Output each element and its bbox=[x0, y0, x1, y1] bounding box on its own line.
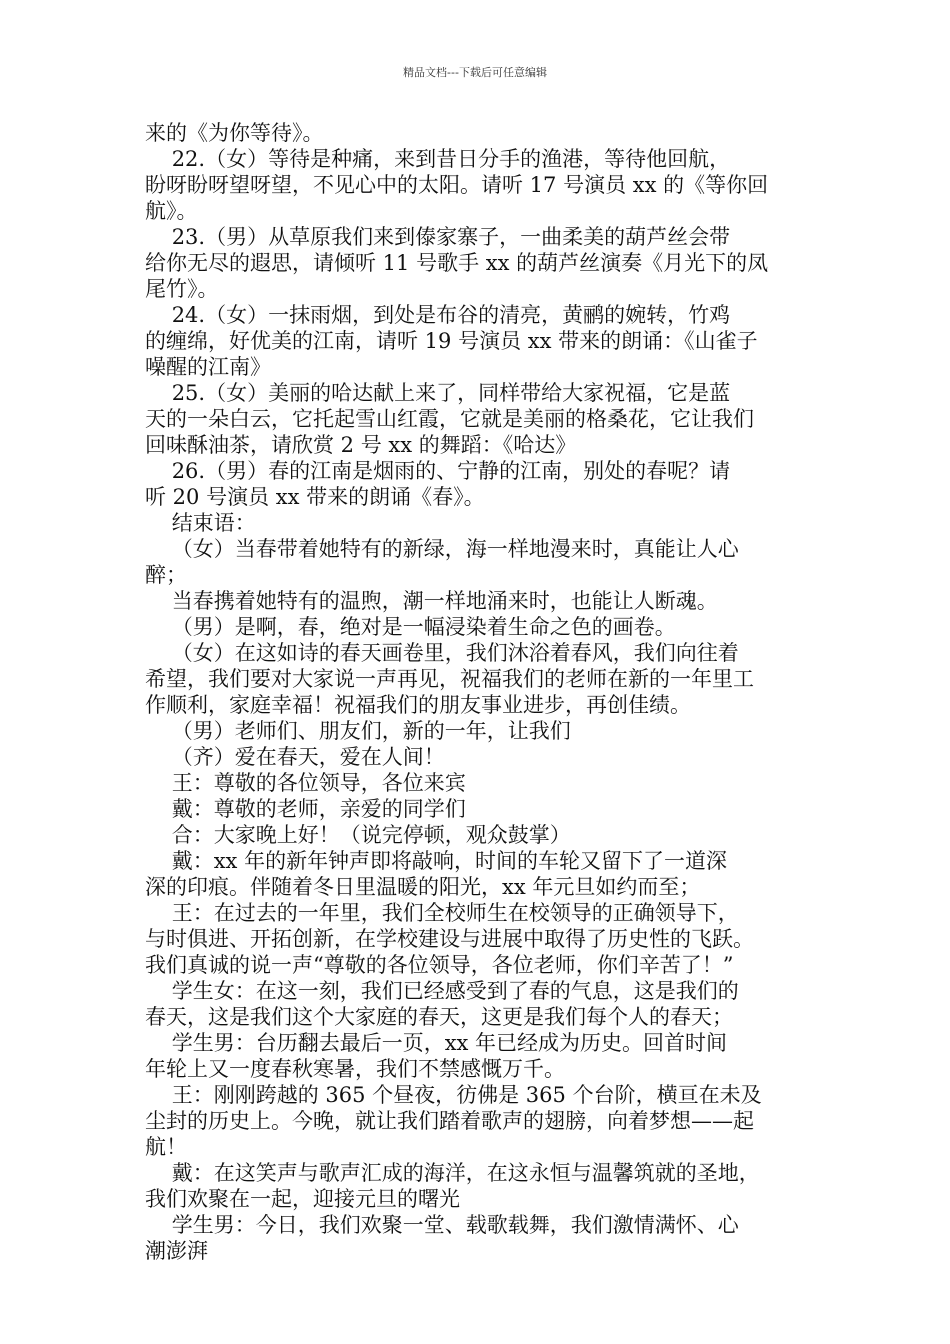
text-line: 尾竹》。 bbox=[145, 277, 219, 301]
text-line: （男）老师们、朋友们，新的一年，让我们 bbox=[145, 719, 571, 743]
text-line: 25.（女）美丽的哈达献上来了，同样带给大家祝福，它是蓝 bbox=[145, 381, 731, 405]
text-line: 潮澎湃 bbox=[145, 1239, 208, 1263]
text-line: （男）是啊，春，绝对是一幅浸染着生命之色的画卷。 bbox=[145, 615, 676, 639]
text-line: 与时俱进、开拓创新，在学校建设与进展中取得了历史性的飞跃。 bbox=[145, 927, 754, 951]
text-line: 给你无尽的遐思，请倾听 11 号歌手 xx 的葫芦丝演奏《月光下的凤 bbox=[145, 251, 769, 275]
text-line: （女）在这如诗的春天画卷里，我们沐浴着春风，我们向往着 bbox=[145, 641, 739, 665]
text-line: 尘封的历史上。今晚，就让我们踏着歌声的翅膀，向着梦想——起 bbox=[145, 1109, 754, 1133]
document-body bbox=[145, 120, 815, 1264]
text-line: （女）当春带着她特有的新绿，海一样地漫来时，真能让人心 bbox=[145, 537, 739, 561]
text-line: 学生男：今日，我们欢聚一堂、载歌载舞，我们激情满怀、心 bbox=[145, 1213, 739, 1237]
text-line: 学生男：台历翻去最后一页，xx 年已经成为历史。回首时间 bbox=[145, 1031, 728, 1055]
text-line: 戴：xx 年的新年钟声即将敲响，时间的车轮又留下了一道深 bbox=[145, 849, 728, 873]
text-line: 我们真诚的说一声“尊敬的各位领导，各位老师，你们辛苦了！” bbox=[145, 953, 734, 977]
text-line: 航！ bbox=[145, 1135, 187, 1159]
text-line: 醉； bbox=[145, 563, 187, 587]
text-line: 的缠绵，好优美的江南，请听 19 号演员 xx 带来的朗诵：《山雀子 bbox=[145, 329, 758, 353]
text-line: 希望，我们要对大家说一声再见，祝福我们的老师在新的一年里工 bbox=[145, 667, 754, 691]
text-line: 盼呀盼呀望呀望，不见心中的太阳。请听 17 号演员 xx 的《等你回 bbox=[145, 173, 769, 197]
text-line: 合：大家晚上好！（说完停顿，观众鼓掌） bbox=[145, 823, 571, 847]
page-header: 精品文档---下载后可任意编辑 bbox=[403, 66, 547, 79]
text-line: 来的《为你等待》。 bbox=[145, 121, 324, 145]
text-line: 噪醒的江南》 bbox=[145, 355, 271, 379]
text-line: 天的一朵白云，它托起雪山红霞，它就是美丽的格桑花，它让我们 bbox=[145, 407, 754, 431]
text-line: 航》。 bbox=[145, 199, 198, 223]
text-line: 王：在过去的一年里，我们全校师生在校领导的正确领导下， bbox=[145, 901, 739, 925]
text-line: 年轮上又一度春秋寒暑，我们不禁感慨万千。 bbox=[145, 1057, 565, 1081]
text-line: 我们欢聚在一起，迎接元旦的曙光 bbox=[145, 1187, 460, 1211]
text-line: 26.（男）春的江南是烟雨的、宁静的江南，别处的春呢？请 bbox=[145, 459, 731, 483]
text-line: 24.（女）一抹雨烟，到处是布谷的清亮，黄鹂的婉转，竹鸡 bbox=[145, 303, 731, 327]
text-line: 回味酥油茶，请欣赏 2 号 xx 的舞蹈：《哈达》 bbox=[145, 433, 577, 457]
text-line: 学生女：在这一刻，我们已经感受到了春的气息，这是我们的 bbox=[145, 979, 739, 1003]
text-line: 23.（男）从草原我们来到傣家寨子，一曲柔美的葫芦丝会带 bbox=[145, 225, 731, 249]
text-line: 结束语： bbox=[145, 511, 256, 535]
text-line: 王：刚刚跨越的 365 个昼夜，彷佛是 365 个台阶，横亘在未及 bbox=[145, 1083, 762, 1107]
text-line: 作顺利，家庭幸福！祝福我们的朋友事业进步，再创佳绩。 bbox=[145, 693, 691, 717]
text-line: 当春携着她特有的温煦，潮一样地涌来时，也能让人断魂。 bbox=[145, 589, 718, 613]
text-line: 王：尊敬的各位领导，各位来宾 bbox=[145, 771, 466, 795]
text-line: 戴：在这笑声与歌声汇成的海洋，在这永恒与温馨筑就的圣地， bbox=[145, 1161, 760, 1185]
text-line: 22.（女）等待是种痛，来到昔日分手的渔港，等待他回航， bbox=[145, 147, 731, 171]
text-line: 听 20 号演员 xx 带来的朗诵《春》。 bbox=[145, 485, 485, 509]
text-line: （齐）爱在春天，爱在人间！ bbox=[145, 745, 445, 769]
text-line: 春天，这是我们这个大家庭的春天，这更是我们每个人的春天； bbox=[145, 1005, 733, 1029]
text-line: 深的印痕。伴随着冬日里温暖的阳光，xx 年元旦如约而至； bbox=[145, 875, 701, 899]
text-line: 戴：尊敬的老师，亲爱的同学们 bbox=[145, 797, 466, 821]
